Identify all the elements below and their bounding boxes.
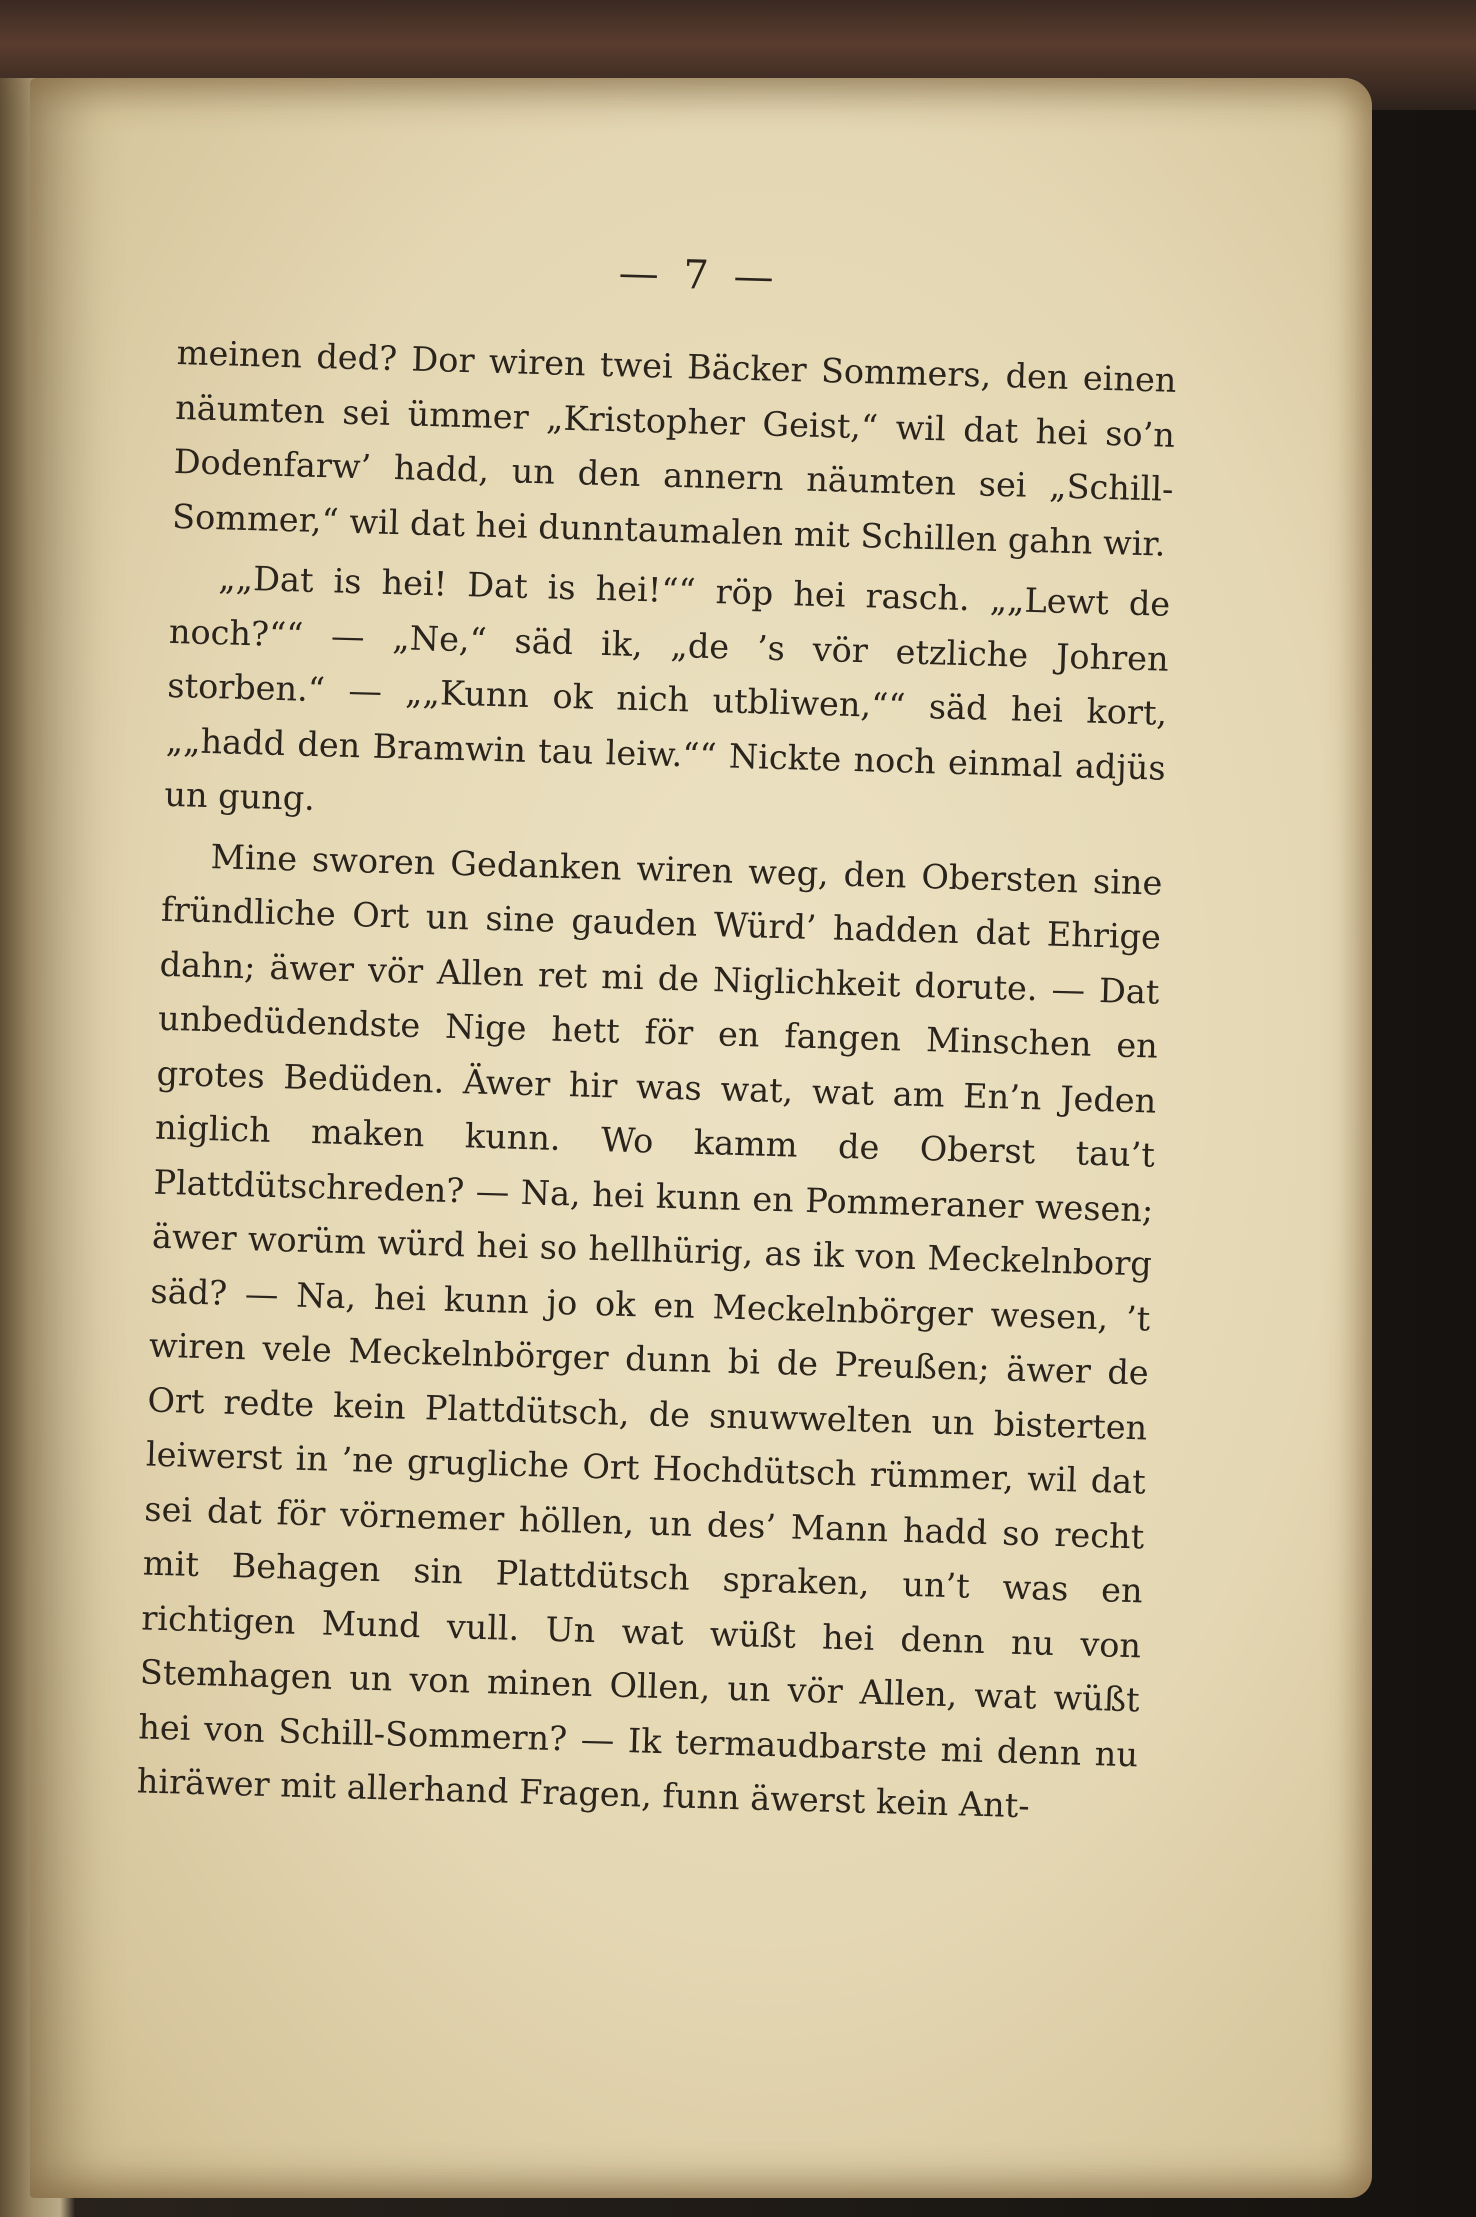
page-number: — 7 — <box>618 250 781 301</box>
paragraph-2: „„Dat is hei! Dat is hei!““ röp hei rasch. „„Lewt de noch?““ — „Ne,“ säd ik, „de ’s vör etzliche Johren storben.“ — „„Kunn ok nich utbliwen,““ säd hei kort, „„hadd den Bramwin tau leiw.““ Nickte noch einmal adjüs un gung. <box>163 558 1171 818</box>
paragraph-3: Mine sworen Gedanken wiren weg, den Obersten sine fründliche Ort un sine gauden Würd’ hadden dat Ehrige dahn; äwer vör Allen ret mi de Niglichkeit dorute. — Dat unbedüdendste Nige hett för en fangen Minschen en grotes Bedüden. Äwer hir was wat, wat am En’n Jeden niglich maken kunn. Wo kamm de Oberst tau’t Plattdütschreden? — Na, hei kunn en Pommeraner wesen; äwer worüm würd hei so hellhürig, as ik von Meckelnborg säd? — Na, hei kunn jo ok en Meckelnbörger wesen, ’t wiren vele Meckelnbörger dunn bi de Preußen; äwer de Ort redte kein Plattdütsch, de snuwwelten un bisterten leiwerst in ’ne grugliche Ort Hochdütsch rümmer, wil dat sei dat för vörnemer höllen, un des’ Mann hadd so recht mit Behagen sin Plattdütsch spraken, un’t was en richtigen Mund vull. Un wat wüßt hei denn nu von Stemhagen un von minen Ollen, un vör Allen, wat wüßt hei von Schill-Sommern? — Ik termaudbarste mi denn nu hiräwer mit allerhand Fragen, funn äwerst kein Ant- <box>136 836 1163 1826</box>
page-content <box>136 238 1179 1837</box>
paragraph-1: meinen ded? Dor wiren twei Bäcker Sommers, den einen näumten sei ümmer „Kristopher Geist,“ wil dat hei so’n Dodenfarw’ hadd, un den annern näumten sei „Schill-Sommer,“ wil dat hei dunntaumalen mit Schillen gahn wir. <box>171 332 1177 564</box>
